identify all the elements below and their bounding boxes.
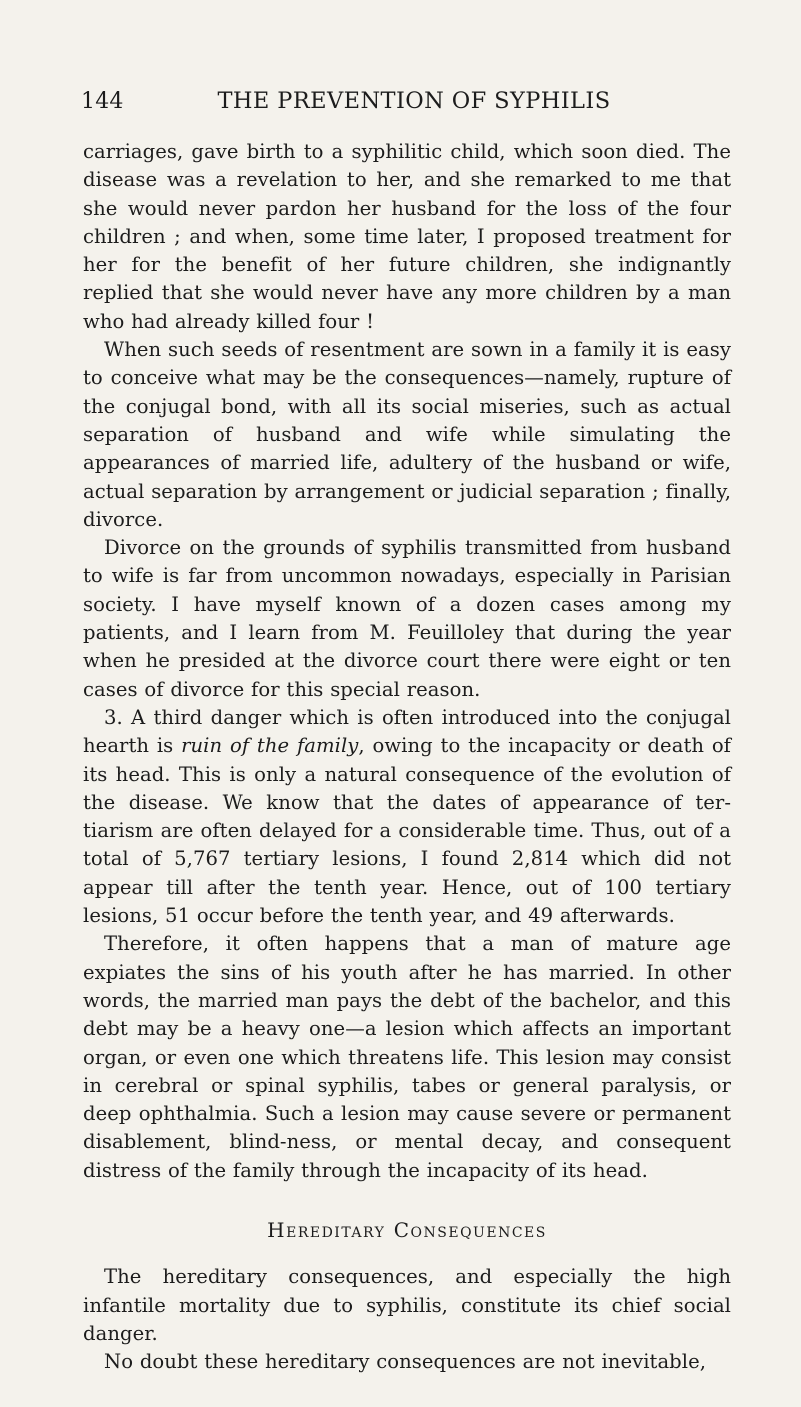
running-title: THE PREVENTION OF SYPHILIS	[217, 88, 611, 114]
paragraph-ruin-of-family	[83, 704, 731, 930]
paragraph-continuation: carriages, gave birth to a syphilitic child, which soon died. The disease was a revelation to her, and she remarked to me that she would never pardon her husband for the loss of the four children ; and when, some time later, I proposed treatment for her for the benefit of her future children, she indignantly replied that she would never have any more children by a man who had already killed four !	[83, 140, 731, 333]
running-head	[81, 88, 731, 114]
section-heading: Hereditary Consequences	[267, 1217, 547, 1242]
paragraph-hereditary-inevitable: No doubt these hereditary consequences are not inevitable,	[104, 1350, 707, 1374]
paragraph-ruin-text-after: , owing to the incapacity or death of its head. This is only a natural consequence of the evolution of the disease. We know that the dates of appearance of ter-tiarism are often delayed for a considerable time. Thus, out of a total of 5,767 tertiary lesions, I found 2,814 which did not appear till after the tenth year. Hence, out of 100 tertiary lesions, 51 occur before the tenth year, and 49 afterwards.	[83, 734, 731, 928]
paragraph-ruin-italic-phrase: ruin of the family	[181, 734, 359, 758]
book-page	[83, 88, 731, 1376]
body-text	[83, 138, 731, 1376]
paragraph-resentment: When such seeds of resentment are sown in a family it is easy to conceive what may be the consequences—namely, rupture of the conjugal bond, with all its social miseries, such as actual separation of husband and wife while simulating the appearances of married life, adultery of the husband or wife, actual separation by arrangement or judicial separation ; finally, divorce.	[83, 338, 731, 531]
paragraph-mature-age: Therefore, it often happens that a man of mature age expiates the sins of his youth after he has married. In other words, the married man pays the debt of the bachelor, and this debt may be a heavy one—a lesion which affects an important organ, or even one which threatens life. This lesion may consist in cerebral or spinal syphilis, tabes or general paralysis, or deep ophthalmia. Such a lesion may cause severe or permanent disablement, blind-ness, or mental decay, and consequent distress of the family through the incapacity of its head.	[83, 932, 731, 1182]
paragraph-hereditary-intro: The hereditary consequences, and especially the high infantile mortality due to syphilis, constitute its chief social danger.	[83, 1265, 731, 1345]
paragraph-divorce: Divorce on the grounds of syphilis transmitted from husband to wife is far from uncommon nowadays, especially in Parisian society. I have myself known of a dozen cases among my patients, and I learn from M. Feuilloley that during the year when he presided at the divorce court there were eight or ten cases of divorce for this special reason.	[83, 536, 731, 701]
page-number: 144	[81, 89, 124, 114]
paragraph-ruin-text-before: 3. A third danger which is often introduced into the conjugal hearth is	[83, 705, 731, 758]
